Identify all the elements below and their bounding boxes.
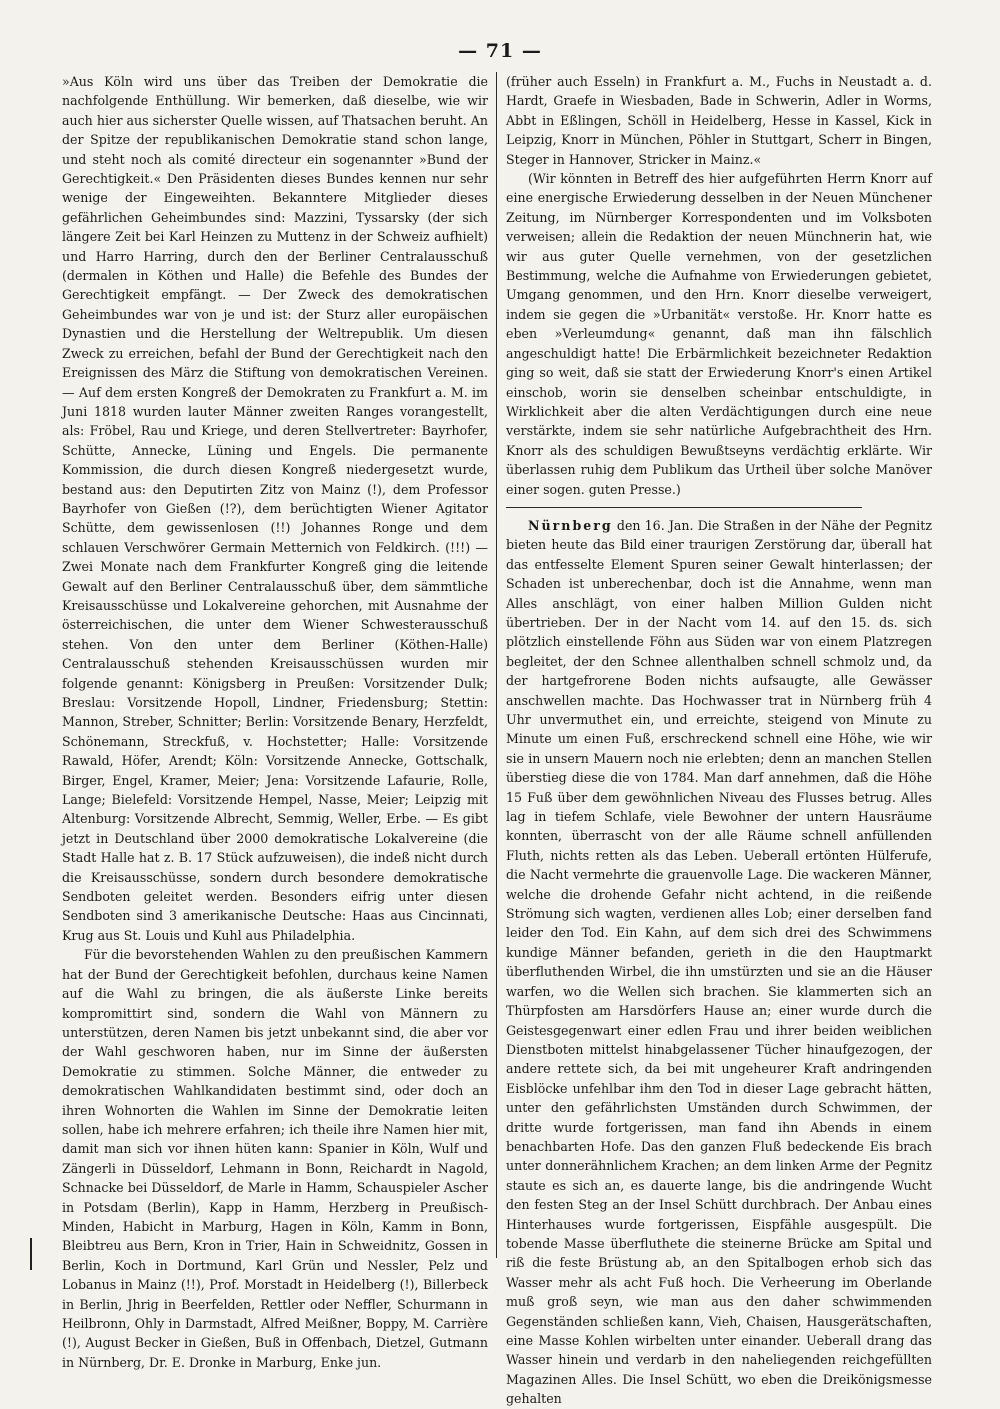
margin-mark (30, 1238, 32, 1270)
right-column (506, 72, 932, 1407)
dateline-place: Nürnberg (528, 517, 613, 533)
nuernberg-body: Die Straßen in der Nähe der Pegnitz bieten heute das Bild einer traurigen Zerstörung dar, überall hat das entfesselte Element Spuren seiner Gewalt hinterlassen; der Schaden ist unberechenbar, doch ist die Annahme, wenn man Alles anschlägt, von einer halben Million Gulden nicht übertrieben. Der in der Nacht vom 14. auf den 15. ds. sich plötzlich einstellende Föhn aus Süden war von einem Platzregen begleitet, der den Schnee allenthalben schnell schmolz und, da der hartgefrorene Boden nichts aufsaugte, alle Gewässer anschwellen machte. Das Hochwasser trat in Nürnberg früh 4 Uhr unvermuthet ein, und erreichte, steigend von Minute zu Minute um einen Fuß, erschreckend schnell eine Höhe, wie wir sie in unsern Mauern noch nie erlebten; denn an manchen Stellen überstieg diese die von 1784. Man darf annehmen, daß die Höhe 15 Fuß über dem gewöhnlichen Niveau des Flusses betrug. Alles lag in tiefem Schlafe, viele Bewohner der untern Hausräume konnten, überrascht von der alle Räume schnell anfüllenden Fluth, nichts retten als das Leben. Ueberall ertönten Hülferufe, die Nacht vermehrte die grauenvolle Lage. Die wackeren Männer, welche die drohende Gefahr nicht achtend, in die reißende Strömung sich wagten, verdienen alles Lob; einer derselben fand leider den Tod. Ein Kahn, auf dem sich drei des Schwimmens kundige Männer befanden, gerieth in die den Hauptmarkt überfluthenden Wirbel, die ihn umstürzten und sie an die Häuser warfen, wo die Wellen sich brachen. Sie klammerten sich an Thürpfosten am Harsdörfers Hause an; einer wurde durch die Geistesgegenwart einer edlen Frau und ihrer beiden weiblichen Dienstboten mittelst hinabgelassener Tücher hinaufgezogen, der andere rettete sich, da bei mit ungeheurer Kraft andringenden Eisblöcke unfehlbar ihm den Tod in dieser Lage gebracht hätten, unter den gefährlichsten Umständen durch Schwimmen, der dritte wurde fortgerissen, man fand ihn Abends in einem benachbarten Hofe. Das den ganzen Fluß bedeckende Eis brach unter donnerähnlichem Krachen; an dem linken Arme der Pegnitz staute es sich an, es dauerte lange, bis die andringende Wucht den festen Steg an der Insel Schütt durchbrach. Der Anbau eines Hinterhauses wurde fortgerissen, Eispfähle ausgespült. Die tobende Masse überfluthete die steinerne Brücke am Spital und riß die feste Brüstung ab, an den Spitalbogen erhob sich das Wasser mehr als acht Fuß hoch. Die Verheerung im Oberlande muß groß seyn, wie man aus den daher schwimmenden Gegenständen schließen kann, Vieh, Chaisen, Hausgerätschaften, eine Masse Kohlen wirbelten unter einander. Ueberall drang das Wasser hinein und verdarb in den naheliegenden reichgefüllten Magazinen Alles. Die Insel Schütt, wo eben die Dreikönigsmesse gehalten (506, 517, 932, 1407)
names-continuation: (früher auch Esseln) in Frankfurt a. M., Fuchs in Neustadt a. d. Hardt, Graefe in Wiesbaden, Bade in Schwerin, Adler in Worms, Abbt in Eßlingen, Schöll in Heidelberg, Hesse in Kassel, Kick in Leipzig, Knorr in München, Pöhler in Stuttgart, Scherr in Bingen, Steger in Hannover, Stricker in Mainz.« (506, 74, 932, 167)
article-cologne-democracy: »Aus Köln wird uns über das Treiben der Demokratie die nachfolgende Enthüllung. Wir bemerken, daß dieselbe, wie wir auch hier aus sicherster Quelle wissen, auf Thatsachen beruht. An der Spitze der republikanischen Demokratie stand schon lange, und steht noch als comité directeur ein sogenannter »Bund der Gerechtigkeit.« Den Präsidenten dieses Bundes kennen nur sehr wenige der Eingeweihten. Bekanntere Mitglieder dieses gefährlichen Geheimbundes sind: Mazzini, Tyssarsky (der sich längere Zeit bei Karl Heinzen zu Muttenz in der Schweiz aufhielt) und Harro Harring, durch den der Berliner Centralausschuß (dermalen in Köthen und Halle) die Befehle des Bundes der Gerechtigkeit empfängt. — Der Zweck des demokratischen Geheimbundes war von je und ist: der Sturz aller europäischen Dynastien und die Herstellung der Weltrepublik. Um diesen Zweck zu erreichen, befahl der Bund der Gerechtigkeit nach den Ereignissen des März die Stiftung von demokratischen Vereinen. — Auf dem ersten Kongreß der Demokraten zu Frankfurt a. M. im Juni 1818 wurden lauter Männer zweiten Ranges vorangestellt, als: Fröbel, Rau und Kriege, und deren Stellvertreter: Bayrhofer, Schütte, Annecke, Lüning und Engels. Die permanente Kommission, die durch diesen Kongreß niedergesetzt wurde, bestand aus: den Deputirten Zitz von Mainz (!), dem Professor Bayrhofer von Gießen (!?), dem berüchtigten Wiener Agitator Schütte, dem gewissenlosen (!!) Johannes Ronge und dem schlauen Verschwörer Germain Metternich von Feldkirch. (!!!) — Zwei Monate nach dem Frankfurter Kongreß ging die leitende Gewalt auf den Berliner Centralausschuß über, dem sämmtliche Kreisausschüsse und Lokalvereine gehorchen, mit Ausnahme der österreichischen, die unter dem Wiener Schwesterausschuß stehen. Von den unter dem Berliner (Köthen-Halle) Centralausschuß stehenden Kreisausschüssen wurden mir folgende genannt: Königsberg in Preußen: Vorsitzender Dulk; Breslau: Vorsitzende Hopoll, Lindner, Friedensburg; Stettin: Mannon, Streber, Schnitter; Berlin: Vorsitzende Benary, Herzfeldt, Schönemann, Streckfuß, v. Hochstetter; Halle: Vorsitzende Rawald, Höfer, Arendt; Köln: Vorsitzende Annecke, Gottschalk, Birger, Engel, Kramer, Meier; Jena: Vorsitzende Lafaurie, Rolle, Lange; Bielefeld: Vorsitzende Hempel, Nasse, Meier; Leipzig mit Altenburg: Vorsitzende Albrecht, Semmig, Weller, Erbe. — Es gibt jetzt in Deutschland über 2000 demokratische Lokalvereine (die Stadt Halle hat z. B. 17 Stück aufzuweisen), die indeß nicht durch die Kreisausschüsse, sondern durch besondere demokratische Sendboten geleitet werden. Besonders eifrig unter diesen Sendboten sind 3 amerikanische Deutsche: Haas aus Cincinnati, Krug aus St. Louis und Kuhl aus Philadelphia. (62, 74, 488, 943)
column-divider (496, 72, 497, 1258)
section-separator (506, 507, 862, 508)
article-nuernberg-flood (506, 516, 932, 1409)
left-column (62, 72, 488, 1370)
page-number: — 71 — (458, 40, 542, 62)
article-prussian-elections: Für die bevorstehenden Wahlen zu den preußischen Kammern hat der Bund der Gerechtigkeit befohlen, durchaus keine Namen auf die Wahl zu bringen, die als äußerste Linke bereits kompromittirt sind, sondern die Wahl von Männern zu unterstützen, deren Namen bis jetzt unbekannt sind, die aber vor der Wahl geschworen haben, nur im Sinne der äußersten Demokratie zu stimmen. Solche Männer, die entweder zu demokratischen Wahlkandidaten bestimmt sind, oder doch an ihren Wohnorten die Wahlen im Sinne der Demokratie leiten sollen, habe ich mehrere erfahren; ich theile ihre Namen hier mit, damit man sich vor ihnen hüten kann: Spanier in Köln, Wulf und Zängerli in Düsseldorf, Lehmann in Bonn, Reichardt in Nagold, Schnacke bei Düsseldorf, de Marle in Hamm, Schauspieler Ascher in Potsdam (Berlin), Kapp in Hamm, Herzberg in Preußisch-Minden, Habicht in Marburg, Hagen in Köln, Kamm in Bonn, Bleibtreu aus Bern, Kron in Trier, Hain in Schweidnitz, Gossen in Berlin, Koch in Dortmund, Karl Grün und Nessler, Pelz und Lobanus in Mainz (!!), Prof. Morstadt in Heidelberg (!), Billerbeck in Berlin, Jhrig in Beerfelden, Rettler oder Neffler, Schurmann in Heilbronn, Ohly in Darmstadt, Alfred Meißner, Boppy, M. Carrière (!), August Becker in Gießen, Buß in Offenbach, Dietzel, Gutmann in Nürnberg, Dr. E. Dronke in Marburg, Enke jun. (62, 947, 488, 1370)
editorial-note-knorr: (Wir könnten in Betreff des hier aufgeführten Herrn Knorr auf eine energische Erwiederung desselben in der Neuen Münchener Zeitung, im Nürnberger Korrespondenten und im Volksboten verweisen; allein die Redaktion der neuen Münchnerin hat, wie wir aus guter Quelle vernehmen, von der gesetzlichen Bestimmung, welche die Aufnahme von Erwiederungen gebietet, Umgang genommen, und den Hrn. Knorr dieselbe verweigert, indem sie gegen die »Urbanität« verstoße. Hr. Knorr hatte es eben »Verleumdung« genannt, daß man ihn fälschlich angeschuldigt hatte! Die Erbärmlichkeit bezeichneter Redaktion ging so weit, daß sie statt der Erwiederung Knorr's einen Artikel einschob, worin sie denselben scheinbar entschuldigte, in Wirklichkeit aber die alten Verdächtigungen durch eine neue verstärkte, indem sie sehr natürliche Aufgebrachtheit des Hrn. Knorr als des schuldigen Bewußtseyns verdächtig erklärte. Wir überlassen ruhig dem Publikum das Urtheil über solche Manöver einer sogen. guten Presse.) (506, 171, 932, 497)
dateline-date: den 16. Jan. (616, 517, 694, 533)
